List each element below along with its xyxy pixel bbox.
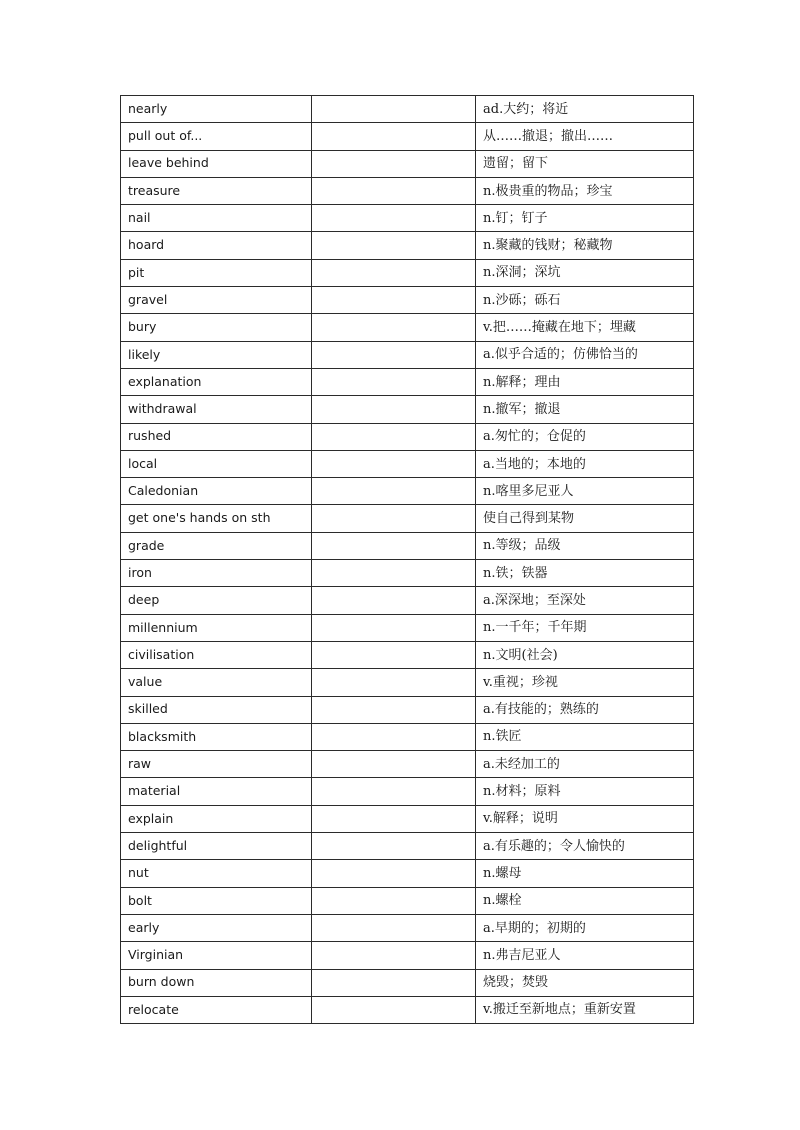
chinese-meaning-cell: v.解释；说明 [476, 805, 694, 832]
blank-answer-cell [312, 259, 476, 286]
chinese-meaning-cell: 遗留；留下 [476, 150, 694, 177]
chinese-meaning-cell: a.深深地；至深处 [476, 587, 694, 614]
english-term-cell: civilisation [121, 641, 312, 668]
chinese-meaning-cell: a.当地的；本地的 [476, 450, 694, 477]
table-row [121, 505, 694, 532]
english-term-cell: nail [121, 205, 312, 232]
chinese-meaning-cell: a.有乐趣的；令人愉快的 [476, 833, 694, 860]
blank-answer-cell [312, 314, 476, 341]
table-row [121, 368, 694, 395]
english-term-cell: nut [121, 860, 312, 887]
blank-answer-cell [312, 833, 476, 860]
vocabulary-table-body [121, 96, 694, 1024]
chinese-meaning-cell: 烧毁；焚毁 [476, 969, 694, 996]
english-term-cell: blacksmith [121, 723, 312, 750]
table-row [121, 423, 694, 450]
english-term-cell: Caledonian [121, 478, 312, 505]
chinese-meaning-cell: n.螺栓 [476, 887, 694, 914]
blank-answer-cell [312, 860, 476, 887]
english-term-cell: leave behind [121, 150, 312, 177]
chinese-meaning-cell: a.未经加工的 [476, 751, 694, 778]
english-term-cell: iron [121, 560, 312, 587]
table-row [121, 478, 694, 505]
table-row [121, 96, 694, 123]
table-row [121, 887, 694, 914]
blank-answer-cell [312, 177, 476, 204]
blank-answer-cell [312, 123, 476, 150]
english-term-cell: withdrawal [121, 396, 312, 423]
blank-answer-cell [312, 614, 476, 641]
table-row [121, 751, 694, 778]
english-term-cell: delightful [121, 833, 312, 860]
blank-answer-cell [312, 696, 476, 723]
blank-answer-cell [312, 669, 476, 696]
chinese-meaning-cell: a.早期的；初期的 [476, 914, 694, 941]
chinese-meaning-cell: n.深洞；深坑 [476, 259, 694, 286]
blank-answer-cell [312, 150, 476, 177]
blank-answer-cell [312, 560, 476, 587]
english-term-cell: relocate [121, 996, 312, 1023]
chinese-meaning-cell: a.匆忙的；仓促的 [476, 423, 694, 450]
blank-answer-cell [312, 368, 476, 395]
english-term-cell: millennium [121, 614, 312, 641]
english-term-cell: deep [121, 587, 312, 614]
blank-answer-cell [312, 478, 476, 505]
chinese-meaning-cell: n.撤军；撤退 [476, 396, 694, 423]
english-term-cell: rushed [121, 423, 312, 450]
table-row [121, 696, 694, 723]
chinese-meaning-cell: n.沙砾；砾石 [476, 287, 694, 314]
blank-answer-cell [312, 778, 476, 805]
english-term-cell: early [121, 914, 312, 941]
blank-answer-cell [312, 805, 476, 832]
chinese-meaning-cell: n.钉；钉子 [476, 205, 694, 232]
chinese-meaning-cell: n.聚藏的钱财；秘藏物 [476, 232, 694, 259]
blank-answer-cell [312, 96, 476, 123]
chinese-meaning-cell: n.等级；品级 [476, 532, 694, 559]
chinese-meaning-cell: n.文明(社会) [476, 641, 694, 668]
english-term-cell: gravel [121, 287, 312, 314]
vocabulary-table [120, 95, 694, 1024]
table-row [121, 587, 694, 614]
english-term-cell: pit [121, 259, 312, 286]
blank-answer-cell [312, 532, 476, 559]
table-row [121, 942, 694, 969]
chinese-meaning-cell: ad.大约；将近 [476, 96, 694, 123]
table-row [121, 177, 694, 204]
blank-answer-cell [312, 341, 476, 368]
table-row [121, 259, 694, 286]
english-term-cell: explain [121, 805, 312, 832]
table-row [121, 669, 694, 696]
table-row [121, 341, 694, 368]
table-row [121, 232, 694, 259]
blank-answer-cell [312, 887, 476, 914]
english-term-cell: local [121, 450, 312, 477]
english-term-cell: Virginian [121, 942, 312, 969]
chinese-meaning-cell: a.有技能的；熟练的 [476, 696, 694, 723]
table-row [121, 396, 694, 423]
table-row [121, 450, 694, 477]
table-row [121, 560, 694, 587]
blank-answer-cell [312, 205, 476, 232]
table-row [121, 314, 694, 341]
blank-answer-cell [312, 969, 476, 996]
english-term-cell: burn down [121, 969, 312, 996]
chinese-meaning-cell: n.铁匠 [476, 723, 694, 750]
table-row [121, 969, 694, 996]
english-term-cell: bury [121, 314, 312, 341]
table-row [121, 860, 694, 887]
blank-answer-cell [312, 996, 476, 1023]
chinese-meaning-cell: n.铁；铁器 [476, 560, 694, 587]
blank-answer-cell [312, 751, 476, 778]
table-row [121, 205, 694, 232]
table-row [121, 287, 694, 314]
chinese-meaning-cell: 使自己得到某物 [476, 505, 694, 532]
chinese-meaning-cell: a.似乎合适的；仿佛恰当的 [476, 341, 694, 368]
table-row [121, 532, 694, 559]
blank-answer-cell [312, 914, 476, 941]
blank-answer-cell [312, 396, 476, 423]
table-row [121, 614, 694, 641]
table-row [121, 914, 694, 941]
blank-answer-cell [312, 942, 476, 969]
blank-answer-cell [312, 232, 476, 259]
table-row [121, 150, 694, 177]
chinese-meaning-cell: 从……撤退；撤出…… [476, 123, 694, 150]
english-term-cell: get one's hands on sth [121, 505, 312, 532]
table-row [121, 778, 694, 805]
chinese-meaning-cell: n.弗吉尼亚人 [476, 942, 694, 969]
table-row [121, 123, 694, 150]
blank-answer-cell [312, 450, 476, 477]
chinese-meaning-cell: v.搬迁至新地点；重新安置 [476, 996, 694, 1023]
english-term-cell: raw [121, 751, 312, 778]
table-row [121, 723, 694, 750]
table-row [121, 833, 694, 860]
table-row [121, 996, 694, 1023]
english-term-cell: nearly [121, 96, 312, 123]
english-term-cell: pull out of... [121, 123, 312, 150]
english-term-cell: hoard [121, 232, 312, 259]
blank-answer-cell [312, 287, 476, 314]
english-term-cell: skilled [121, 696, 312, 723]
english-term-cell: likely [121, 341, 312, 368]
english-term-cell: value [121, 669, 312, 696]
english-term-cell: bolt [121, 887, 312, 914]
chinese-meaning-cell: v.重视；珍视 [476, 669, 694, 696]
blank-answer-cell [312, 723, 476, 750]
chinese-meaning-cell: n.一千年；千年期 [476, 614, 694, 641]
english-term-cell: treasure [121, 177, 312, 204]
chinese-meaning-cell: n.材料；原料 [476, 778, 694, 805]
english-term-cell: grade [121, 532, 312, 559]
chinese-meaning-cell: v.把……掩藏在地下；埋藏 [476, 314, 694, 341]
blank-answer-cell [312, 641, 476, 668]
chinese-meaning-cell: n.解释；理由 [476, 368, 694, 395]
chinese-meaning-cell: n.极贵重的物品；珍宝 [476, 177, 694, 204]
english-term-cell: material [121, 778, 312, 805]
blank-answer-cell [312, 505, 476, 532]
chinese-meaning-cell: n.螺母 [476, 860, 694, 887]
blank-answer-cell [312, 423, 476, 450]
table-row [121, 641, 694, 668]
table-row [121, 805, 694, 832]
blank-answer-cell [312, 587, 476, 614]
chinese-meaning-cell: n.喀里多尼亚人 [476, 478, 694, 505]
english-term-cell: explanation [121, 368, 312, 395]
